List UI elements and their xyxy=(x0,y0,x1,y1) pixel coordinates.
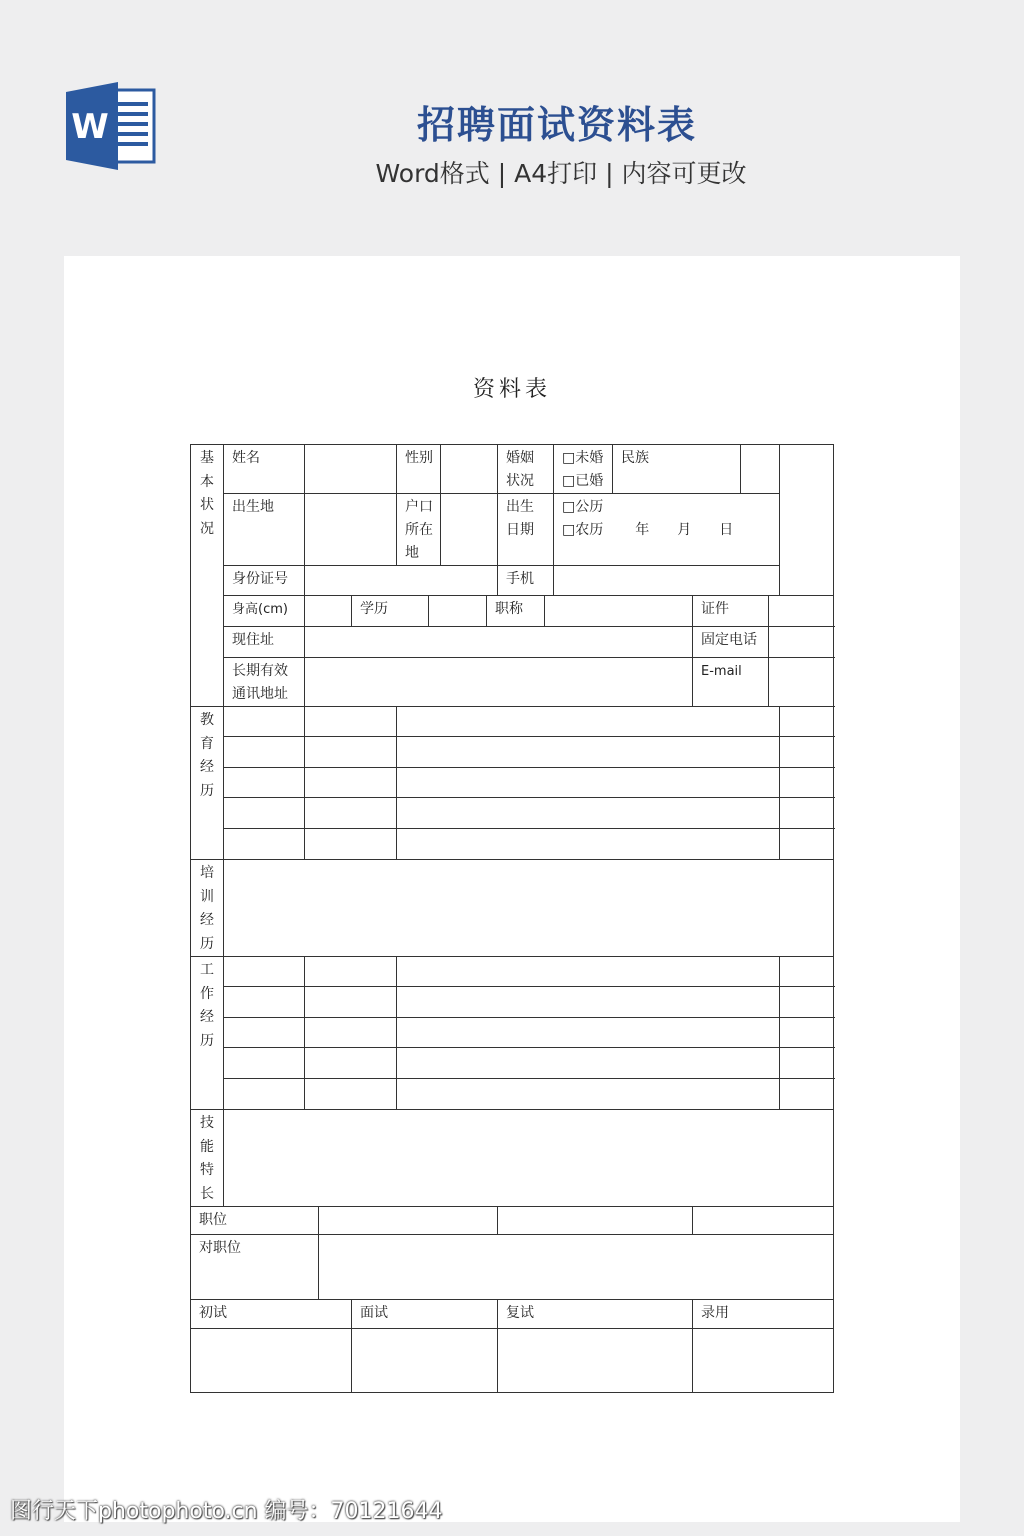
mail-address-label: 长期有效 通讯地址 xyxy=(224,658,305,707)
education-cell[interactable] xyxy=(397,798,780,829)
certificate-field[interactable] xyxy=(769,596,834,627)
email-field[interactable] xyxy=(769,658,834,707)
job-title-label: 职称 xyxy=(487,596,545,627)
education-cell[interactable] xyxy=(305,707,397,737)
education-cell[interactable] xyxy=(305,829,397,860)
first-interview-field[interactable] xyxy=(191,1329,352,1393)
mobile-label: 手机 xyxy=(498,566,554,596)
hire-label: 录用 xyxy=(693,1300,834,1329)
education-cell[interactable] xyxy=(224,829,305,860)
work-cell[interactable] xyxy=(224,987,305,1018)
section-basic-label: 基 本 状 况 xyxy=(191,445,224,707)
work-cell[interactable] xyxy=(397,957,780,987)
work-cell[interactable] xyxy=(224,1079,305,1110)
solar-checkbox[interactable]: □公历 xyxy=(562,499,604,515)
education-cell[interactable] xyxy=(224,737,305,768)
position-view-field[interactable] xyxy=(319,1235,834,1300)
id-number-label: 身份证号 xyxy=(224,566,305,596)
page-subtitle: Word格式 | A4打印 | 内容可更改 xyxy=(375,159,747,188)
education-cell[interactable] xyxy=(397,707,780,737)
education-cell[interactable] xyxy=(780,707,834,737)
education-cell[interactable] xyxy=(780,737,834,768)
section-training-label: 培 训 经 历 xyxy=(191,860,224,957)
lunar-checkbox[interactable]: □农历 xyxy=(562,522,604,538)
work-cell[interactable] xyxy=(305,1048,397,1079)
education-cell[interactable] xyxy=(780,798,834,829)
work-cell[interactable] xyxy=(780,1018,834,1048)
document-title: 资料表 xyxy=(472,377,551,402)
mobile-field[interactable] xyxy=(554,566,780,596)
position-field-2[interactable] xyxy=(498,1207,693,1235)
address-field[interactable] xyxy=(305,627,693,658)
education-cell[interactable] xyxy=(305,798,397,829)
work-cell[interactable] xyxy=(305,957,397,987)
date-format: 年 月 日 xyxy=(635,522,734,538)
education-cell[interactable] xyxy=(224,768,305,798)
education-cell[interactable] xyxy=(397,829,780,860)
birthdate-field[interactable] xyxy=(554,494,780,566)
education-cell[interactable] xyxy=(780,829,834,860)
position-field-1[interactable] xyxy=(319,1207,498,1235)
work-cell[interactable] xyxy=(224,1018,305,1048)
degree-label: 学历 xyxy=(352,596,429,627)
ethnicity-label: 民族 xyxy=(613,445,741,494)
gender-label: 性别 xyxy=(397,445,441,494)
page-title: 招聘面试资料表 xyxy=(416,103,697,147)
work-cell[interactable] xyxy=(780,1079,834,1110)
education-cell[interactable] xyxy=(780,768,834,798)
work-cell[interactable] xyxy=(305,1079,397,1110)
recruitment-form-table xyxy=(190,444,834,1393)
job-title-field[interactable] xyxy=(545,596,693,627)
ethnicity-field[interactable] xyxy=(741,445,780,494)
mail-address-field[interactable] xyxy=(305,658,693,707)
work-cell[interactable] xyxy=(305,1018,397,1048)
section-work-label: 工 作 经 历 xyxy=(191,957,224,1110)
skills-field[interactable] xyxy=(224,1110,834,1207)
interview-label: 面试 xyxy=(352,1300,498,1329)
work-cell[interactable] xyxy=(780,1048,834,1079)
work-cell[interactable] xyxy=(780,957,834,987)
watermark: 图行天下photophoto.cn 编号：70121644 xyxy=(10,1499,443,1524)
email-label: E-mail xyxy=(693,658,769,707)
training-field[interactable] xyxy=(224,860,834,957)
birthplace-label: 出生地 xyxy=(224,494,305,566)
first-interview-label: 初试 xyxy=(191,1300,352,1329)
work-cell[interactable] xyxy=(397,987,780,1018)
name-field[interactable] xyxy=(305,445,397,494)
work-cell[interactable] xyxy=(224,957,305,987)
section-education-label: 教 育 经 历 xyxy=(191,707,224,860)
second-interview-label: 复试 xyxy=(498,1300,693,1329)
gender-field[interactable] xyxy=(441,445,498,494)
address-label: 现住址 xyxy=(224,627,305,658)
unmarried-checkbox[interactable]: □未婚 xyxy=(562,450,604,466)
position-view-label: 对职位 xyxy=(191,1235,319,1300)
hukou-label: 户口 所在地 xyxy=(397,494,441,566)
work-cell[interactable] xyxy=(780,987,834,1018)
education-cell[interactable] xyxy=(397,737,780,768)
work-cell[interactable] xyxy=(397,1079,780,1110)
hire-field[interactable] xyxy=(693,1329,834,1393)
id-number-field[interactable] xyxy=(305,566,498,596)
education-cell[interactable] xyxy=(397,768,780,798)
hukou-field[interactable] xyxy=(441,494,498,566)
marriage-label: 婚姻 状况 xyxy=(498,445,554,494)
interview-field[interactable] xyxy=(352,1329,498,1393)
certificate-label: 证件 xyxy=(693,596,769,627)
work-cell[interactable] xyxy=(224,1048,305,1079)
education-cell[interactable] xyxy=(305,737,397,768)
degree-field[interactable] xyxy=(429,596,487,627)
education-cell[interactable] xyxy=(224,707,305,737)
word-icon-letter: W xyxy=(71,107,109,147)
second-interview-field[interactable] xyxy=(498,1329,693,1393)
height-field[interactable] xyxy=(305,596,352,627)
position-label: 职位 xyxy=(191,1207,319,1235)
work-cell[interactable] xyxy=(397,1048,780,1079)
landline-label: 固定电话 xyxy=(693,627,769,658)
education-cell[interactable] xyxy=(224,798,305,829)
birthplace-field[interactable] xyxy=(305,494,397,566)
marriage-options[interactable] xyxy=(554,445,613,494)
photo-area xyxy=(780,445,834,596)
height-label: 身高(cm) xyxy=(224,596,305,627)
birthdate-label: 出生 日期 xyxy=(498,494,554,566)
education-cell[interactable] xyxy=(305,768,397,798)
work-cell[interactable] xyxy=(305,987,397,1018)
work-cell[interactable] xyxy=(397,1018,780,1048)
position-field-3[interactable] xyxy=(693,1207,834,1235)
section-skills-label: 技 能 特 长 xyxy=(191,1110,224,1207)
name-label: 姓名 xyxy=(224,445,305,494)
married-checkbox[interactable]: □已婚 xyxy=(562,473,604,489)
landline-field[interactable] xyxy=(769,627,834,658)
